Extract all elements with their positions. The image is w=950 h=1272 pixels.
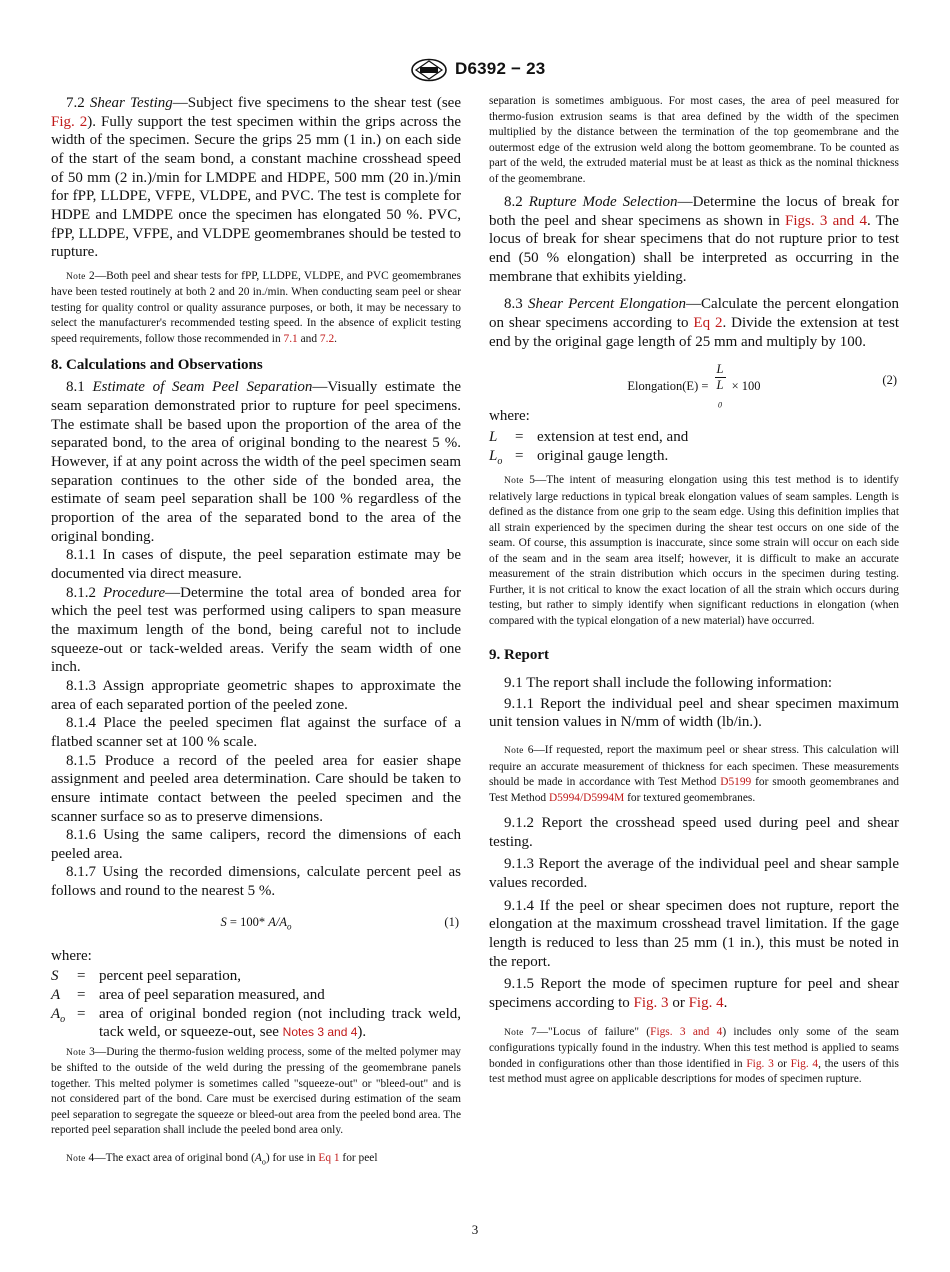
- d5994-link[interactable]: D5994/D5994M: [548, 791, 625, 804]
- fig-4-link[interactable]: Fig. 4: [688, 994, 724, 1011]
- equation-number: (1): [444, 914, 459, 929]
- section-9-1-1: 9.1.1 Report the individual peel and shear specimen maximum unit tension values in N/mm of width (lb/in.).: [489, 695, 899, 731]
- section-9-1-4: 9.1.4 If the peel or shear specimen does not rupture, report the elongation at the maximum crosshead travel limitation. If the gage length is reduced to less than 25 mm (1 in.), this must be noted in the report.: [489, 897, 899, 970]
- definition-row: $A_o$ = area of original bonded region (not including track weld, tack weld, or squeeze-out, see Notes 3 and 4).: [51, 1005, 461, 1041]
- section-8-heading: 8. Calculations and Observations: [51, 357, 263, 374]
- section-8-1: 8.1 Estimate of Seam Peel Separation—Visually estimate the seam separation demonstrated prior to rupture for peel specimens. The estimate shall be based upon the proportion of the area of the separated bond, to the area of original bonding to the nearest 5 %. However, if at any point across the width of the peel specimen seam separation continues to the other side of the bonded area, the estimate of seam peel separation shall be 100 % regardless of the proportion of the area of the separated bond to the area of the original bonding.: [51, 379, 461, 545]
- figs-3-4-link[interactable]: Figs. 3 and 4: [785, 212, 867, 229]
- eq-2-link[interactable]: Eq 2: [693, 314, 723, 331]
- astm-logo-icon: [410, 58, 448, 82]
- section-8-1-2: 8.1.2 Procedure—Determine the total area of bonded area for which the peel test was performed using calipers to span measure the maximum length of the bond, being careful not to include squeeze-out or tack-welded areas. Verify the seam width of one inch.: [51, 584, 462, 676]
- section-8-1-1: 8.1.1 In cases of dispute, the peel separation estimate may be documented via direct measure.: [51, 547, 461, 582]
- section-8-1-5: 8.1.5 Produce a record of the peeled area for easier shape assignment and peeled area determination. Care should be taken to ensure intimate contact between the peeled specimen and the scanner surface so as to preserve dimensions.: [51, 752, 461, 825]
- notes-3-4-link[interactable]: Notes 3 and 4: [282, 1025, 358, 1040]
- fig-2-link[interactable]: Fig. 2: [51, 113, 88, 130]
- section-9-1-2: 9.1.2 Report the crosshead speed used during peel and shear testing.: [489, 815, 899, 850]
- symbol-definitions: [489, 428, 688, 471]
- figs-3-4-link[interactable]: Figs. 3 and 4: [650, 1025, 723, 1038]
- d5199-link[interactable]: D5199: [720, 776, 752, 789]
- section-8-1-4: 8.1.4 Place the peeled specimen flat against the surface of a flatbed scanner set at 100 % scale.: [51, 715, 461, 750]
- section-8-3: 8.3 Shear Percent Elongation—Calculate the percent elongation on shear specimens according to Eq 2. Divide the extension at test end by the original gage length of 25 mm and multiply by 100.: [489, 296, 900, 350]
- section-9-heading: 9. Report: [489, 647, 549, 664]
- where-label: where:: [489, 408, 530, 425]
- document-id: D6392 − 23: [455, 59, 546, 78]
- section-8-1-7: 8.1.7 Using the recorded dimensions, calculate percent peel as follows and round to the nearest 5 %.: [51, 864, 461, 900]
- fig-4-link[interactable]: Fig. 4: [790, 1057, 819, 1070]
- equation-2: Elongation(E) = L L $_0$ × 100 (2): [489, 359, 899, 401]
- note-4: Note 4—The exact area of original bond $(A_o)$ for use in Eq 1 for peel: [66, 1151, 378, 1167]
- note-2: Note 2—Both peel and shear tests for fPP, LLDPE, VLDPE, and PVC geomembranes have been tested routinely at both 2 and 20 in./min. When conducting seam peel or shear testing for quality control or quality assurance purposes, or both, it may be necessary to select the manufacturer's recommended testing speed. In the absence of explicit testing speed requirements, follow those recommended in 7.1 and 7.2.: [51, 269, 461, 345]
- eq-1-link[interactable]: Eq 1: [318, 1151, 340, 1164]
- symbol-definitions: [51, 967, 461, 1041]
- fig-3-link[interactable]: Fig. 3: [633, 994, 669, 1011]
- equation-number: (2): [882, 373, 897, 388]
- note-7: Note 7—"Locus of failure" (Figs. 3 and 4) includes only some of the seam configurations typically found in the industry. When this test method is applied to seams bonded in configurations other than those identified in Fig. 3 or Fig. 4, the users of this test method must agree on applicable descriptions for modes of specimen rupture.: [489, 1025, 899, 1086]
- definition-row: A = area of peel separation measured, and: [51, 987, 325, 1004]
- note-4-continued: separation is sometimes ambiguous. For most cases, the area of peel measured for thermo-fusion extrusion seams is that area defined by the width of the specimen multiplied by the distance between the termination of the top geomembrane and the outermost edge of the extrusion weld along the bottom geomembrane. To be counted as part of the weld, the extruded material must be at least as thick as the nominal thickness of the geomembrane.: [489, 95, 899, 185]
- section-7-1-link[interactable]: 7.1: [283, 332, 298, 345]
- definition-row: L = extension at test end, and: [489, 428, 689, 445]
- right-column: [489, 94, 899, 1088]
- definition-row: S = percent peel separation,: [51, 968, 242, 985]
- fig-3-link[interactable]: Fig. 3: [746, 1057, 774, 1070]
- fraction: L L $_0$: [716, 362, 724, 410]
- section-7-2: 7.2 Shear Testing—Subject five specimens to the shear test (see Fig. 2). Fully support the test specimen within the grips across the width of the specimen. Secure the grips 25 mm (1 in.) on each side of the start of the seam bond, a constant machine crosshead speed of 50 mm (2 in.)/min for LMDPE and HDPE, 500 mm (20 in.)/min for fPP, LLDPE, VFPE, VLDPE, and PVC. The test is complete for HDPE and LMDPE once the specimen has elongated 50 %. PVC, fPP, LLDPE, VFPE, and VLDPE geomembranes should be tested to rupture.: [51, 95, 461, 261]
- section-8-2: 8.2 Rupture Mode Selection—Determine the locus of break for both the peel and shear specimens as shown in Figs. 3 and 4. The locus of break for shear specimens that do not rupture prior to test end (50 % elongation) shall be interpreted as occurring in the membrane that exhibits yielding.: [489, 194, 899, 285]
- definition-row: $L_o$ = original gauge length.: [489, 447, 669, 467]
- note-3: Note 3—During the thermo-fusion welding process, some of the melted polymer may be shifted to the outside of the weld during the pressing of the geomembrane panels together. This melted polymer is sometimes called "squeeze-out" or "bleed-out" and is not considered part of the bond. Care must be exercised during estimation of the seam peel separation to segregate the squeeze or bleed-out area from the peeled bond area. The reported peel separation shall include the peeled bond area only.: [51, 1045, 461, 1137]
- page-number: 3: [471, 1222, 479, 1237]
- section-8-1-6: 8.1.6 Using the same calipers, record the dimensions of each peeled area.: [51, 827, 461, 862]
- section-9-1-3: 9.1.3 Report the average of the individual peel and shear sample values recorded.: [489, 856, 899, 892]
- section-9-1: 9.1 The report shall include the following information:: [504, 675, 832, 692]
- equation-1: S = 100* $A/A_o$ (1): [220, 914, 459, 932]
- left-column: [51, 94, 461, 1170]
- page-header: [0, 58, 950, 82]
- section-7-2-link[interactable]: 7.2: [319, 332, 335, 345]
- note-6: Note 6—If requested, report the maximum peel or shear stress. This calculation will require an accurate measurement of thickness for each specimen. These measurements should be made in accordance with Test Method D5199 for smooth geomembranes and Test Method D5994/D5994M for textured geomembranes.: [489, 744, 899, 804]
- note-5: Note 5—The intent of measuring elongation using this test method is to identify relatively large reductions in typical break elongation values of seam samples. Length is defined as the distance from one grip to the seam edge. Using this definition implies that all strain experienced by the specimen during the shear test occurs on one side of the seam. Of course, this assumption is inaccurate, since some strain will occur on each side of the seam and in the seam area itself; however, it is difficult to make an accurate measurement of the strain distribution which occurs in the specimen during testing. Further, it is not critical to know the exact location of all the strain which occurs during testing, but rather to simply identify when significant reductions in elongation (when compared with the typical elongation of a new material) have occurred.: [489, 474, 899, 627]
- section-9-1-5: 9.1.5 Report the mode of specimen rupture for peel and shear specimens according to Fig. 3 or Fig. 4.: [489, 976, 899, 1011]
- section-8-1-3: 8.1.3 Assign appropriate geometric shapes to approximate the area of each separated portion of the peeled zone.: [51, 677, 461, 713]
- where-label: where:: [51, 947, 92, 964]
